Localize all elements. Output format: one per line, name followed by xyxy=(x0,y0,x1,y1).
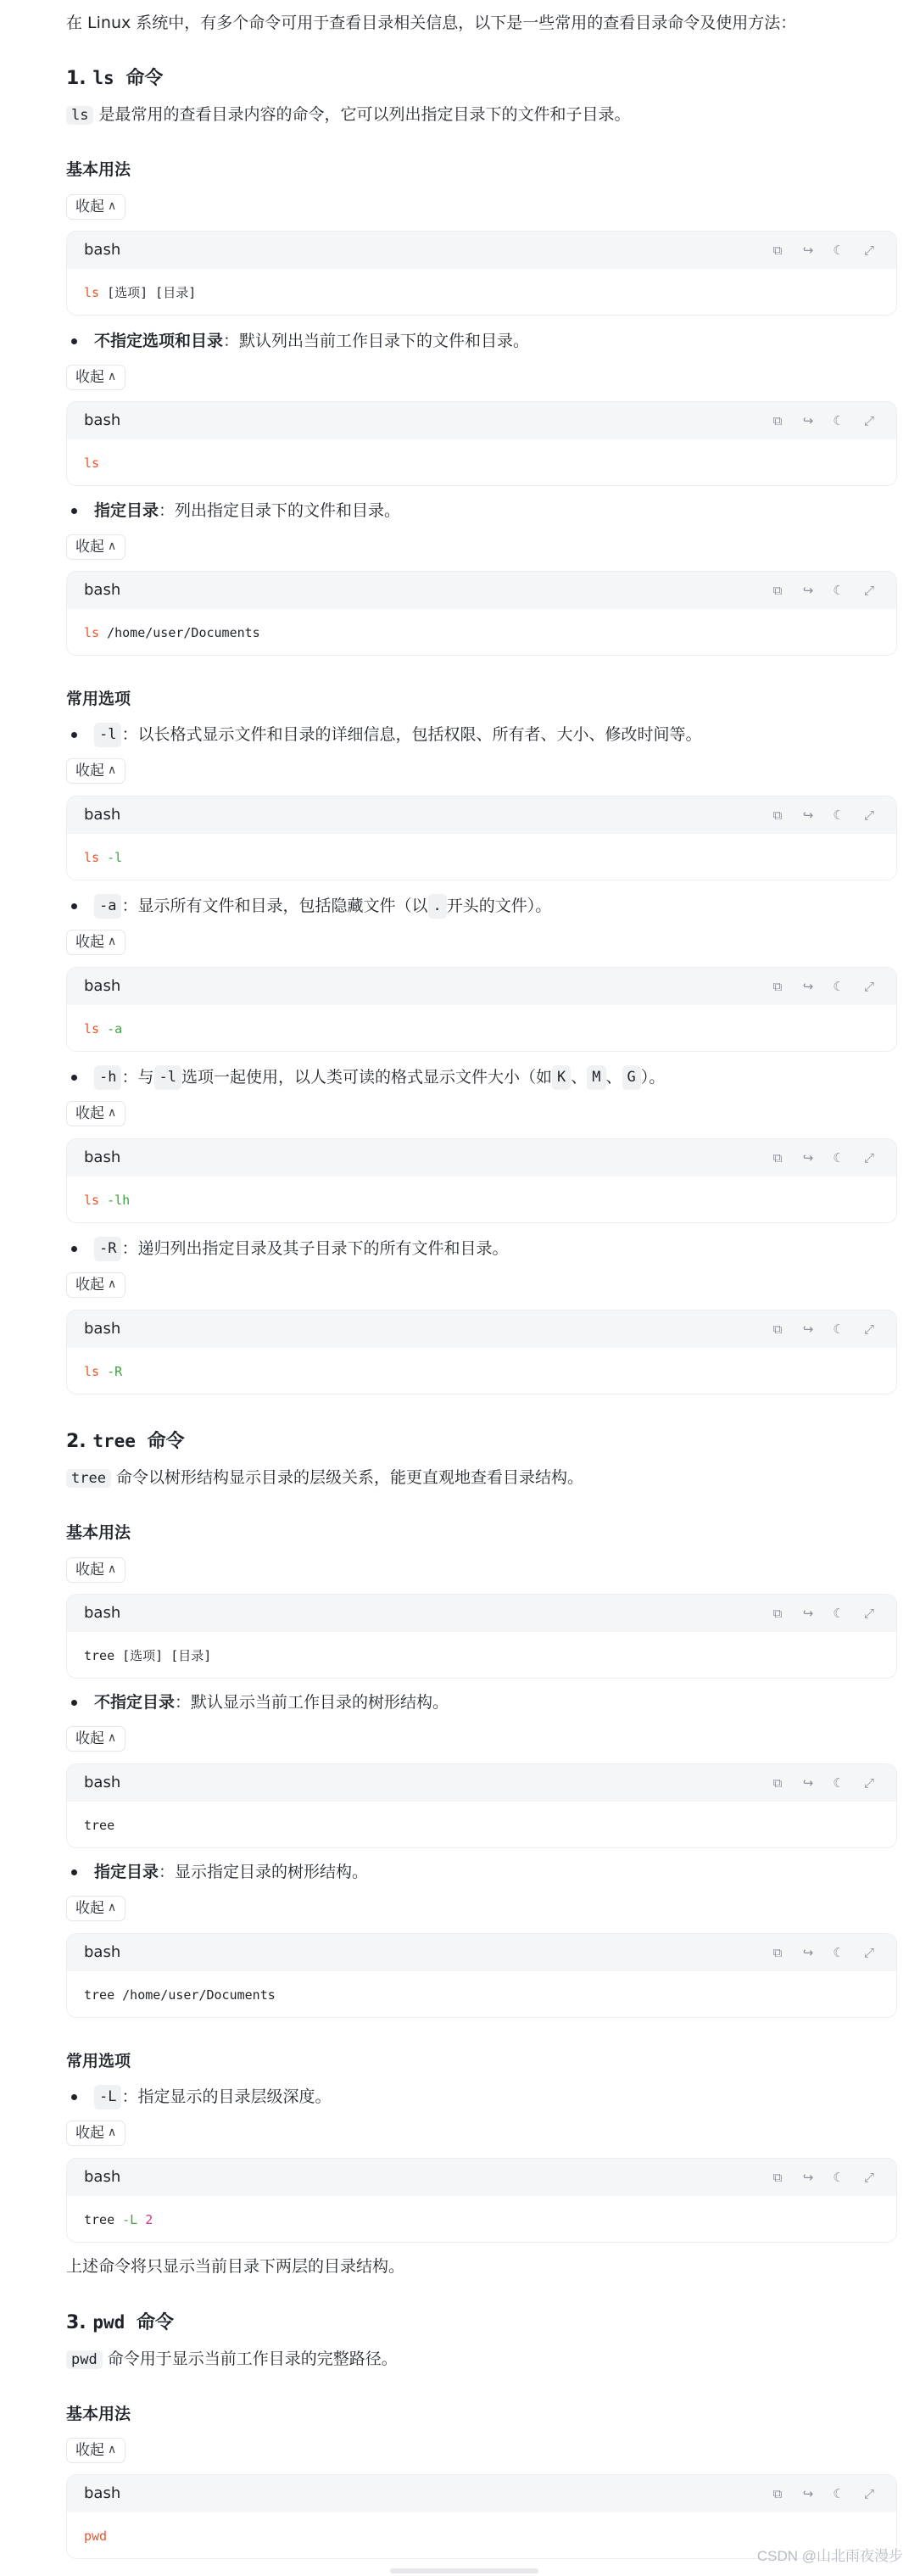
bullet-text: ：显示指定目录的树形结构。 xyxy=(159,1863,369,1881)
code-block xyxy=(66,1763,897,1848)
code-block-header xyxy=(67,572,896,609)
bullet-bold: 指定目录 xyxy=(94,501,159,520)
list-item xyxy=(66,2084,332,2109)
code-language-label: bash xyxy=(84,805,121,824)
inline-code: . xyxy=(428,894,447,919)
share-icon[interactable]: ↪ xyxy=(802,979,814,994)
copy-icon[interactable]: ⧉ xyxy=(772,1945,783,1960)
code-language-label: bash xyxy=(84,1942,121,1961)
expand-icon[interactable]: ⤢ xyxy=(863,1150,874,1165)
code-content xyxy=(67,609,896,656)
share-icon[interactable]: ↪ xyxy=(802,807,814,823)
note-text: 上述命令将只显示当前目录下两层的目录结构。 xyxy=(66,2257,405,2276)
list-item xyxy=(66,1859,368,1885)
code-block xyxy=(66,571,897,656)
collapse-button[interactable] xyxy=(66,534,125,560)
theme-icon[interactable]: ☾ xyxy=(833,1150,845,1165)
code-block-header xyxy=(67,1764,896,1802)
code-language-label: bash xyxy=(84,2484,121,2502)
theme-icon[interactable]: ☾ xyxy=(833,243,845,258)
section-command: ls xyxy=(92,68,114,88)
code-block xyxy=(66,231,897,316)
collapse-button[interactable] xyxy=(66,194,125,220)
section-number: 3. xyxy=(66,2312,86,2333)
code-block xyxy=(66,2158,897,2243)
code-block xyxy=(66,1138,897,1223)
code-toolbar xyxy=(767,580,879,601)
code-block-header xyxy=(67,2475,896,2512)
bullet-text: ：以长格式显示文件和目录的详细信息，包括权限、所有者、大小、修改时间等。 xyxy=(121,725,702,744)
list-item xyxy=(66,498,400,523)
collapse-button[interactable] xyxy=(66,2121,125,2146)
code-content xyxy=(67,1176,896,1223)
chevron-up-icon: ∧ xyxy=(108,1901,117,1914)
copy-icon[interactable]: ⧉ xyxy=(772,413,783,428)
section-number: 1. xyxy=(66,68,86,89)
code-block-header xyxy=(67,1310,896,1348)
code-command: tree xyxy=(84,2212,115,2227)
share-icon[interactable]: ↪ xyxy=(802,413,814,428)
code-args: [选项] [目录] xyxy=(114,1648,212,1663)
code-toolbar xyxy=(767,1942,879,1963)
code-block-header xyxy=(67,402,896,439)
collapse-label: 收起 xyxy=(75,539,104,556)
collapse-label: 收起 xyxy=(75,1730,104,1747)
bullet-dot xyxy=(71,338,77,344)
collapse-button[interactable] xyxy=(66,758,125,784)
section-description xyxy=(66,1465,583,1490)
list-item xyxy=(66,722,702,747)
theme-icon[interactable]: ☾ xyxy=(833,1606,845,1621)
expand-icon[interactable]: ⤢ xyxy=(863,583,874,598)
code-command: pwd xyxy=(84,2529,108,2544)
chevron-up-icon: ∧ xyxy=(108,763,117,777)
theme-icon[interactable]: ☾ xyxy=(833,2170,845,2185)
code-language-label: bash xyxy=(84,976,121,995)
code-language-label: bash xyxy=(84,1148,121,1166)
list-item xyxy=(66,328,529,354)
bullet-dot xyxy=(71,2094,77,2100)
code-command: ls xyxy=(84,285,100,300)
code-block-header xyxy=(67,968,896,1005)
subheading-basic-usage: 基本用法 xyxy=(66,2405,131,2423)
copy-icon[interactable]: ⧉ xyxy=(772,2170,783,2185)
subheading-basic-usage: 基本用法 xyxy=(66,160,131,179)
inline-code: -a xyxy=(94,894,121,919)
collapse-label: 收起 xyxy=(75,369,104,386)
list-item xyxy=(66,893,551,919)
share-icon[interactable]: ↪ xyxy=(802,2486,814,2501)
theme-icon[interactable]: ☾ xyxy=(833,2486,845,2501)
theme-icon[interactable]: ☾ xyxy=(833,1775,845,1791)
code-content xyxy=(67,1802,896,1848)
code-option: -a xyxy=(107,1021,123,1037)
bullet-text: ：递归列出指定目录及其子目录下的所有文件和目录。 xyxy=(121,1239,509,1258)
section-command: tree xyxy=(92,1431,136,1451)
chevron-up-icon: ∧ xyxy=(108,1106,117,1120)
code-language-label: bash xyxy=(84,580,121,599)
code-toolbar xyxy=(767,1319,879,1339)
code-block xyxy=(66,967,897,1052)
code-content xyxy=(67,2196,896,2243)
collapse-label: 收起 xyxy=(75,2125,104,2142)
inline-code: -L xyxy=(94,2085,121,2109)
collapse-button[interactable] xyxy=(66,1272,125,1298)
chevron-up-icon: ∧ xyxy=(108,1731,117,1745)
code-option: -l xyxy=(107,850,123,865)
bullet-text: ：默认显示当前工作目录的树形结构。 xyxy=(175,1693,449,1712)
code-block-header xyxy=(67,1934,896,1971)
code-block xyxy=(66,796,897,880)
copy-icon[interactable]: ⧉ xyxy=(772,583,783,598)
code-command: ls xyxy=(84,1364,100,1379)
code-language-label: bash xyxy=(84,1319,121,1338)
description-text: 是最常用的查看目录内容的命令，它可以列出指定目录下的文件和子目录。 xyxy=(98,105,631,124)
watermark: CSDN @山北雨夜漫步 xyxy=(756,2548,903,2564)
collapse-label: 收起 xyxy=(75,1900,104,1917)
subheading-common-options: 常用选项 xyxy=(66,2052,131,2070)
bullet-text: 选项一起使用，以人类可读的格式显示文件大小（如 xyxy=(181,1068,552,1087)
code-command: ls xyxy=(84,625,100,640)
collapse-label: 收起 xyxy=(75,2442,104,2459)
bullet-text: ：列出指定目录下的文件和目录。 xyxy=(159,501,401,520)
expand-icon[interactable]: ⤢ xyxy=(863,807,874,823)
code-language-label: bash xyxy=(84,1603,121,1622)
chevron-up-icon: ∧ xyxy=(108,539,117,553)
bullet-bold: 不指定目录 xyxy=(94,1693,176,1712)
copy-icon[interactable]: ⧉ xyxy=(772,243,783,258)
separator: 、 xyxy=(571,1068,588,1087)
collapse-button[interactable] xyxy=(66,1896,125,1921)
section-heading-tree xyxy=(66,1428,185,1456)
section-word: 命令 xyxy=(136,2312,174,2333)
bullet-dot xyxy=(71,1075,77,1081)
section-number: 2. xyxy=(66,1431,86,1452)
section-description xyxy=(66,2346,398,2372)
code-language-label: bash xyxy=(84,1773,121,1791)
code-content xyxy=(67,1348,896,1394)
share-icon[interactable]: ↪ xyxy=(802,1606,814,1621)
collapse-button[interactable] xyxy=(66,1557,125,1583)
collapse-label: 收起 xyxy=(75,934,104,951)
bullet-text: ：默认列出当前工作目录下的文件和目录。 xyxy=(223,332,530,350)
collapse-button[interactable] xyxy=(66,365,125,390)
list-item xyxy=(66,1064,665,1090)
theme-icon[interactable]: ☾ xyxy=(833,413,845,428)
collapse-label: 收起 xyxy=(75,198,104,215)
expand-icon[interactable]: ⤢ xyxy=(863,2170,874,2185)
separator: 、 xyxy=(605,1068,622,1087)
theme-icon[interactable]: ☾ xyxy=(833,1322,845,1337)
collapse-button[interactable] xyxy=(66,930,125,955)
code-block-header xyxy=(67,2159,896,2196)
theme-icon[interactable]: ☾ xyxy=(833,807,845,823)
subheading-common-options: 常用选项 xyxy=(66,690,131,708)
code-command: tree xyxy=(84,1987,115,2003)
bullet-bold: 不指定选项和目录 xyxy=(94,332,224,350)
inline-code: ls xyxy=(66,106,93,125)
collapse-button[interactable] xyxy=(66,1726,125,1752)
share-icon[interactable]: ↪ xyxy=(802,583,814,598)
share-icon[interactable]: ↪ xyxy=(802,2170,814,2185)
code-args: [选项] [目录] xyxy=(99,285,197,300)
code-content xyxy=(67,439,896,486)
description-text: 命令以树形结构显示目录的层级关系，能更直观地查看目录结构。 xyxy=(116,1468,584,1487)
expand-icon[interactable]: ⤢ xyxy=(863,1606,874,1621)
bullet-text: ：指定显示的目录层级深度。 xyxy=(121,2087,332,2106)
inline-code: -l xyxy=(154,1065,181,1090)
copy-icon[interactable]: ⧉ xyxy=(772,1150,783,1165)
code-command: tree xyxy=(84,1818,115,1833)
copy-icon[interactable]: ⧉ xyxy=(772,1606,783,1621)
inline-code: G xyxy=(622,1065,641,1090)
code-command: ls xyxy=(84,850,100,865)
share-icon[interactable]: ↪ xyxy=(802,1945,814,1960)
code-content xyxy=(67,834,896,880)
section-heading-ls xyxy=(66,64,163,92)
code-toolbar xyxy=(767,2484,879,2504)
copy-icon[interactable]: ⧉ xyxy=(772,979,783,994)
bullet-dot xyxy=(71,508,77,514)
inline-code: tree xyxy=(66,1469,111,1488)
inline-code: -h xyxy=(94,1065,121,1090)
code-toolbar xyxy=(767,2167,879,2188)
theme-icon[interactable]: ☾ xyxy=(833,1945,845,1960)
code-content xyxy=(67,1005,896,1052)
copy-icon[interactable]: ⧉ xyxy=(772,1322,783,1337)
inline-code: M xyxy=(587,1065,605,1090)
theme-icon[interactable]: ☾ xyxy=(833,979,845,994)
code-option: -L xyxy=(122,2212,138,2227)
expand-icon[interactable]: ⤢ xyxy=(863,2486,874,2501)
code-content xyxy=(67,1632,896,1679)
chevron-up-icon: ∧ xyxy=(108,2126,117,2139)
share-icon[interactable]: ↪ xyxy=(802,1322,814,1337)
code-block-header xyxy=(67,232,896,269)
expand-icon[interactable]: ⤢ xyxy=(863,1775,874,1791)
code-command: ls xyxy=(84,1193,100,1208)
chevron-up-icon: ∧ xyxy=(108,935,117,948)
inline-code: -l xyxy=(94,723,121,747)
code-toolbar xyxy=(767,805,879,825)
code-block xyxy=(66,1933,897,2018)
bullet-dot xyxy=(71,1246,77,1252)
code-language-label: bash xyxy=(84,2167,121,2186)
expand-icon[interactable]: ⤢ xyxy=(863,243,874,258)
bullet-dot xyxy=(71,732,77,738)
code-block xyxy=(66,1594,897,1679)
inline-code: K xyxy=(552,1065,571,1090)
share-icon[interactable]: ↪ xyxy=(802,1775,814,1791)
description-text: 命令用于显示当前工作目录的完整路径。 xyxy=(107,2350,398,2368)
collapse-label: 收起 xyxy=(75,1277,104,1294)
bullet-text: ）。 xyxy=(640,1068,666,1087)
copy-icon[interactable]: ⧉ xyxy=(772,1775,783,1791)
code-toolbar xyxy=(767,976,879,997)
code-block xyxy=(66,401,897,486)
bullet-dot xyxy=(71,1700,77,1706)
collapse-label: 收起 xyxy=(75,1562,104,1579)
code-toolbar xyxy=(767,411,879,431)
inline-code: -R xyxy=(94,1237,121,1261)
code-block-header xyxy=(67,796,896,834)
chevron-up-icon: ∧ xyxy=(108,1562,117,1576)
section-description xyxy=(66,102,631,127)
section-word: 命令 xyxy=(147,1431,185,1452)
intro-text: 在 Linux 系统中，有多个命令可用于查看目录相关信息，以下是一些常用的查看目录命令及使用方法： xyxy=(66,14,797,32)
code-toolbar xyxy=(767,1603,879,1623)
list-item xyxy=(66,1236,509,1261)
code-block-header xyxy=(67,1595,896,1632)
section-command: pwd xyxy=(92,2312,125,2333)
inline-code: pwd xyxy=(66,2350,103,2369)
theme-icon[interactable]: ☾ xyxy=(833,583,845,598)
list-item xyxy=(66,1690,449,1715)
bullet-dot xyxy=(71,903,77,909)
expand-icon[interactable]: ⤢ xyxy=(863,413,874,428)
code-toolbar xyxy=(767,240,879,260)
code-args: /home/user/Documents xyxy=(99,625,260,640)
chevron-up-icon: ∧ xyxy=(108,2443,117,2456)
expand-icon[interactable]: ⤢ xyxy=(863,1945,874,1960)
collapse-button[interactable] xyxy=(66,2438,125,2463)
collapse-button[interactable] xyxy=(66,1101,125,1126)
code-toolbar xyxy=(767,1148,879,1168)
code-block-header xyxy=(67,1139,896,1176)
code-block xyxy=(66,1310,897,1394)
code-args: /home/user/Documents xyxy=(114,1987,276,2003)
collapse-label: 收起 xyxy=(75,763,104,780)
code-toolbar xyxy=(767,1773,879,1793)
bullet-text: ：显示所有文件和目录，包括隐藏文件（以 xyxy=(121,897,428,915)
copy-icon[interactable]: ⧉ xyxy=(772,2486,783,2501)
code-command: ls xyxy=(84,1021,100,1037)
bullet-text: 开头的文件）。 xyxy=(446,897,552,915)
code-content xyxy=(67,1971,896,2018)
code-language-label: bash xyxy=(84,240,121,259)
section-word: 命令 xyxy=(125,68,164,89)
expand-icon[interactable]: ⤢ xyxy=(863,979,874,994)
copy-icon[interactable]: ⧉ xyxy=(772,807,783,823)
horizontal-scrollbar[interactable] xyxy=(390,2568,538,2573)
bullet-text: ：与 xyxy=(121,1068,154,1087)
code-command: tree xyxy=(84,1648,115,1663)
code-content xyxy=(67,269,896,316)
subheading-basic-usage: 基本用法 xyxy=(66,1523,131,1542)
chevron-up-icon: ∧ xyxy=(108,370,117,383)
code-number: 2 xyxy=(145,2212,153,2227)
collapse-label: 收起 xyxy=(75,1105,104,1122)
code-option: -R xyxy=(107,1364,123,1379)
chevron-up-icon: ∧ xyxy=(108,199,117,213)
code-language-label: bash xyxy=(84,411,121,429)
share-icon[interactable]: ↪ xyxy=(802,243,814,258)
chevron-up-icon: ∧ xyxy=(108,1277,117,1291)
bullet-bold: 指定目录 xyxy=(94,1863,159,1881)
code-command: ls xyxy=(84,455,100,471)
bullet-dot xyxy=(71,1869,77,1875)
expand-icon[interactable]: ⤢ xyxy=(863,1322,874,1337)
share-icon[interactable]: ↪ xyxy=(802,1150,814,1165)
code-option: -lh xyxy=(107,1193,131,1208)
section-heading-pwd xyxy=(66,2309,174,2337)
